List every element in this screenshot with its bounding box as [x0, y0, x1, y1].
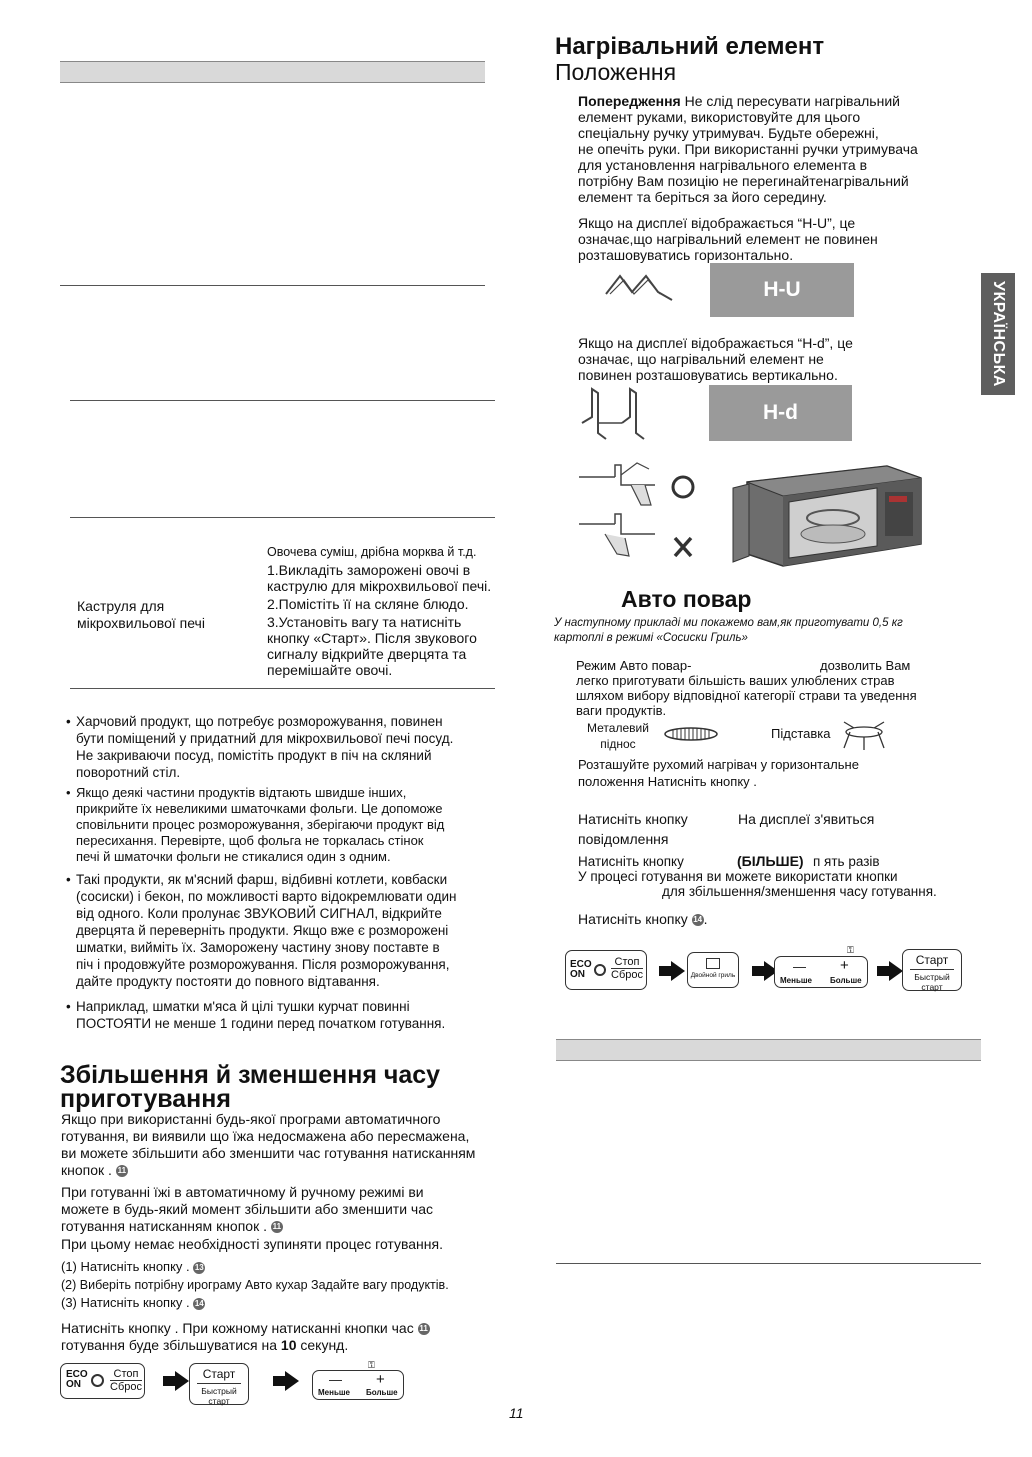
time-adjust-para2: При готуванні їжі в автоматичному й ручному режимі ви можете в будь-який момент збільшити або зменшити час готування натисканням кнопок . 11: [61, 1184, 433, 1234]
bullet-item: • Такі продукти, як м'ясний фарш, відбивні котлети, ковбаски (сосиски) і бекон, по можливості варто відокремлювати один від одного. Коли пролунає ЗВУКОВИЙ СИГНАЛ, відкрийте дверцята й переверніть продукти. Якщо вже є розморожені шматки, вийміть їх. Заморожену частину знову поставте в піч і продовжуйте розморожування. Після розморожування, дайте продукту постояти до повного відтавання.: [66, 872, 457, 989]
stand-icon: [840, 718, 890, 752]
lock-icon: ⚿: [368, 1360, 375, 1370]
display-hd: H-d: [709, 385, 852, 441]
time-adjust-steps: (1) Натисніть кнопку . 13 (2) Виберіть потрібну ирограму Авто кухар Задайте вагу продуктів. (3) Натисніть кнопку . 14: [61, 1259, 449, 1310]
table-divider: [70, 517, 495, 518]
table-bottom-line: [70, 688, 495, 689]
press-button-text: Натисніть кнопку повідомлення: [578, 811, 688, 847]
time-adjust-para1: Якщо при використанні будь-якої програми автоматичного готування, ви виявили що їжа недосмажена або пересмажена, ви можете збільшити або зменшити час готування натисканням кнопок . 11: [61, 1111, 476, 1178]
auto-cook-title: Авто повар: [621, 586, 752, 612]
button-11-icon: 11: [117, 1166, 127, 1176]
button-14-icon: 14: [194, 1298, 204, 1308]
press-final-text: Натисніть кнопку 14 .: [578, 911, 708, 927]
eco-stop-button[interactable]: ECO ON Стоп Сброс: [565, 950, 647, 990]
table-divider: [70, 400, 495, 401]
step-list: 1.Викладіть заморожені овочі в каструлю для мікрохвильової печі. 2.Помістіть її на скляне блюдо. 3.Установіть вагу та натисніть кнопку «Старт». Після звукового сигналу відкрийте дверцята та перемішайте овочі.: [267, 562, 492, 678]
hu-description: Якщо на дисплеї відображається “H-U”, це означає,що нагрівальний елемент не повинен розташовуватись горизонтально.: [578, 215, 878, 263]
heating-title: Нагрівальний елемент Положення: [555, 33, 825, 85]
power-icon: [91, 1374, 104, 1387]
time-adjust-title: Збільшення й зменшення часу приготування: [60, 1061, 441, 1113]
heater-vertical-icon: [578, 383, 658, 443]
food-label: Овочева суміш, дрібна морква й т.д.: [267, 545, 477, 559]
table-header-bar: [60, 61, 485, 83]
time-adjust-final: Натисніть кнопку . При кожному натисканні кнопки час 11 готування буде збільшуватися на 10 секунд.: [61, 1320, 428, 1353]
start-button[interactable]: Старт Быстрый старт: [902, 949, 962, 991]
press-more-text: Натисніть кнопку (БІЛЬШЕ) п ять разів У процесі готування ви можете використати кнопки для збільшення/зменшення часу готування.: [578, 853, 937, 899]
handle-wrong-icon: [575, 510, 700, 565]
time-adjust-para3: При цьому немає необхідності зупиняти процес готування.: [61, 1236, 443, 1252]
metal-tray-icon: [663, 726, 719, 742]
place-heater-text: Розташуйте рухомий нагрівач у горизонтальне положення Натисніть кнопку .: [578, 757, 859, 789]
grill-icon: [706, 958, 720, 969]
display-hu: H-U: [710, 263, 854, 317]
button-11-icon: 11: [272, 1222, 282, 1232]
less-more-button[interactable]: — + Меньше Больше: [774, 956, 868, 988]
display-message-text: На дисплеї з'явиться: [738, 811, 875, 827]
less-more-button[interactable]: — + Меньше Больше: [312, 1370, 404, 1400]
bullet-item: • Наприклад, шматки м'яса й цілі тушки курчат повинні ПОСТОЯТИ не менше 1 години перед початком готування.: [66, 999, 446, 1031]
arrow-right-icon: [889, 961, 903, 981]
table-dish-cell: Каструля для мікрохвильової печі: [77, 598, 205, 631]
arrow-right-icon: [175, 1371, 189, 1391]
warning-block: Попередження Не слід пересувати нагрівальний елемент руками, використовуйте для цього спеціальну ручку утримувач. Будьте обережні, не опечіть руки. При використанні ручки утримувача для установлення нагрівального елемента в потрібну Вам позицію не перегинайтенагрівальний елемент та беріться за його середину.: [578, 93, 918, 205]
hd-description: Якщо на дисплеї відображається “H-d”, це означає, що нагрівальний елемент не повинен розташовуватись вертикально.: [578, 335, 853, 383]
arrow-right-icon: [285, 1371, 299, 1391]
button-14-icon: 14: [693, 915, 703, 925]
start-button[interactable]: Старт Быстрый старт: [189, 1363, 249, 1405]
heater-horizontal-icon: [600, 270, 682, 306]
microwave-image: [727, 458, 925, 570]
double-grill-button[interactable]: Двойной гриль: [687, 952, 739, 988]
language-tab: УКРАЇНСЬКА: [981, 273, 1015, 395]
table-instructions-cell: [267, 544, 532, 678]
bullet-item: • Харчовий продукт, що потребує розморожування, повинен бути поміщений у придатний для мікрохвильової печі посуд. Не закриваючи посуд, помістіть продукт в піч на скляний поворотний стіл.: [66, 714, 454, 780]
lock-icon: ⚿: [847, 945, 854, 955]
auto-cook-intro: У наступному прикладі ми покажемо вам,як приготувати 0,5 кг картоплі в режимі «Сосиски Гриль»: [554, 617, 903, 644]
metal-tray-label: Металевий піднос: [587, 721, 649, 751]
bullet-item: • Якщо деякі частини продуктів відтають швидше інших, прикрийте їх невеликими шматочками фольги. Це допоможе сповільнити процес розморожування, зберігаючи продукт від пересихання. Перевірте, щоб фольга не торкалась стінок печі й шматочки фольги не стикалися один з одним.: [66, 785, 445, 864]
auto-cook-mode: Режим Авто повар- дозволить Вам легко приготувати більшість ваших улюблених страв шляхом вибору відповідної категорії страви та уведення ваги продуктів.: [576, 658, 917, 718]
button-11-icon: 11: [419, 1324, 428, 1334]
table-divider: [60, 285, 485, 286]
stand-label: Підставка: [771, 726, 831, 741]
eco-stop-button[interactable]: ECO ON Стоп Сброс: [60, 1363, 145, 1399]
table-bottom-line: [556, 1263, 981, 1264]
button-13-icon: 13: [194, 1262, 204, 1272]
page-number: 11: [509, 1405, 524, 1421]
handle-correct-icon: [575, 455, 700, 510]
power-icon: [594, 964, 606, 976]
arrow-right-icon: [671, 961, 685, 981]
table-header-bar: [556, 1039, 981, 1061]
